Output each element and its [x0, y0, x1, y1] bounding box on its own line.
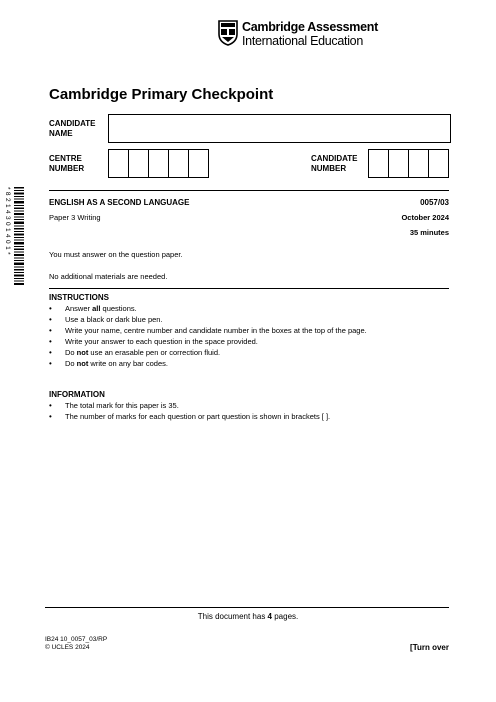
- logo-line-1: Cambridge Assessment: [242, 20, 378, 34]
- list-item: • The number of marks for each question or part question is shown in brackets [ ].: [49, 411, 330, 422]
- barcode-number: [4, 187, 14, 285]
- list-item: • Answer all questions.: [49, 303, 367, 314]
- list-item: • Use a black or dark blue pen.: [49, 314, 367, 325]
- candidate-number-cell[interactable]: [408, 149, 429, 178]
- barcode: [14, 187, 24, 285]
- candidate-number-cell[interactable]: [428, 149, 449, 178]
- materials-note: You must answer on the question paper.: [49, 250, 183, 259]
- paper-name: Paper 3 Writing: [49, 213, 101, 222]
- candidate-number-cell[interactable]: [388, 149, 409, 178]
- candidate-number-cell[interactable]: [368, 149, 389, 178]
- exam-duration: 35 minutes: [409, 228, 449, 237]
- instructions-list: [49, 303, 367, 369]
- logo-line-2: International Education: [242, 34, 363, 48]
- candidate-name-label: CANDIDATE NAME: [49, 119, 96, 138]
- candidate-number-field[interactable]: [368, 149, 449, 178]
- exam-session: October 2024: [401, 213, 449, 222]
- candidate-name-field[interactable]: [108, 114, 451, 143]
- divider: [49, 288, 449, 289]
- list-item: • Write your name, centre number and candidate number in the boxes at the top of the page.: [49, 325, 367, 336]
- list-item: • Write your answer to each question in the space provided.: [49, 336, 367, 347]
- list-item: • Do not use an erasable pen or correction fluid.: [49, 347, 367, 358]
- information-list: [49, 400, 330, 422]
- page-title: Cambridge Primary Checkpoint: [49, 86, 274, 103]
- list-item: • Do not write on any bar codes.: [49, 358, 367, 369]
- divider: [49, 190, 449, 191]
- subject-title: ENGLISH AS A SECOND LANGUAGE: [49, 198, 190, 207]
- information-heading: INFORMATION: [49, 390, 105, 399]
- turn-over: [Turn over: [410, 643, 449, 652]
- instructions-heading: INSTRUCTIONS: [49, 293, 109, 302]
- list-item: • The total mark for this paper is 35.: [49, 400, 330, 411]
- cambridge-logo: [218, 20, 378, 48]
- paper-code: 0057/03: [420, 198, 449, 207]
- centre-number-cell[interactable]: [108, 149, 129, 178]
- copyright: © UCLES 2024: [45, 644, 90, 651]
- barcode-number-text: *8214301401*: [4, 187, 11, 258]
- centre-number-field[interactable]: [108, 149, 209, 178]
- document-reference: IB24 10_0057_03/RP: [45, 636, 108, 643]
- centre-number-cell[interactable]: [188, 149, 209, 178]
- centre-number-cell[interactable]: [168, 149, 189, 178]
- footer-divider: [45, 607, 449, 608]
- materials-note: No additional materials are needed.: [49, 272, 168, 281]
- centre-number-label: CENTRE NUMBER: [49, 154, 85, 173]
- centre-number-cell[interactable]: [128, 149, 149, 178]
- page-count: This document has 4 pages.: [197, 612, 299, 621]
- centre-number-cell[interactable]: [148, 149, 169, 178]
- crest-icon: [218, 20, 238, 46]
- candidate-number-label: CANDIDATE NUMBER: [311, 154, 358, 173]
